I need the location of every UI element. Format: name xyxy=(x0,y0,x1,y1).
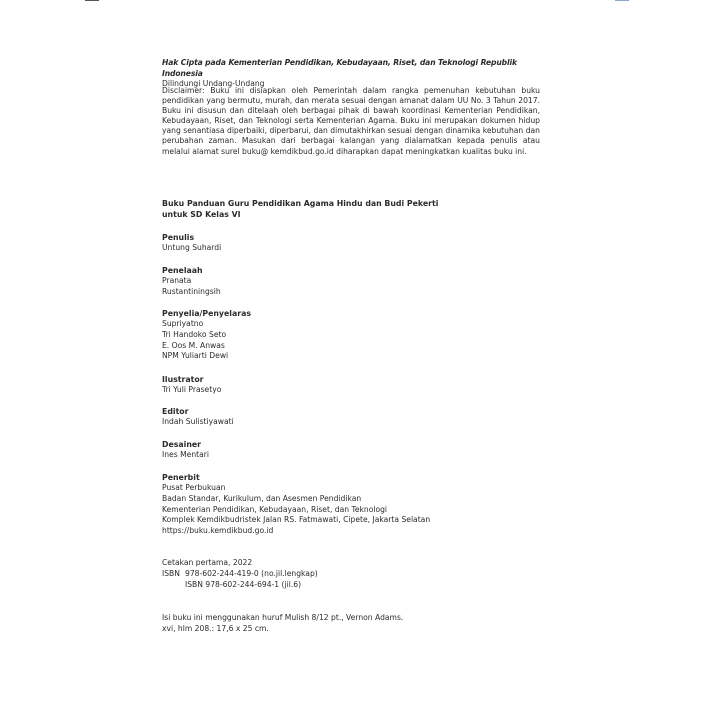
section-line: Tri Yuli Prasetyo xyxy=(162,385,222,394)
copyright-title: Hak Cipta pada Kementerian Pendidikan, Kebudayaan, Riset, dan Teknologi Republik Indonesia xyxy=(162,58,517,78)
crop-mark-left xyxy=(85,0,99,1)
disclaimer-text: Disclaimer: Buku ini disiapkan oleh Pemerintah dalam rangka pemenuhan kebutuhan buku pendidikan yang bermutu, murah, dan merata sesuai dengan amanat dalam UU No. 3 Tahun 2017. Buku ini disusun dan ditelaah oleh berbagai pihak di bawah koordinasi Kementerian Pendidikan, Kebudayaan, Riset, dan Teknologi serta Kementerian Agama. Buku ini merupakan dokumen hidup yang senantiasa diperbaiki, diperbarui, dan dimutakhirkan sesuai dengan dinamika kebutuhan dan perubahan zaman. Masukan dari berbagai kalangan yang dialamatkan kepada penulis atau melalui alamat surel buku@ kemdikbud.go.id diharapkan dapat meningkatkan kualitas buku ini. xyxy=(162,86,540,156)
section-line: Supriyatno xyxy=(162,319,204,328)
isbn-spacer xyxy=(162,580,185,591)
size-note: xvi, hlm 208.: 17,6 x 25 cm. xyxy=(162,623,269,633)
isbn-row xyxy=(162,569,540,580)
section-line: E. Oos M. Anwas xyxy=(162,340,225,350)
isbn-label: ISBN xyxy=(162,568,180,578)
copyright-protected: Dilindungi Undang-Undang xyxy=(162,79,265,88)
book-title xyxy=(162,199,540,220)
publication-info xyxy=(162,558,540,590)
section-label: Penerbit xyxy=(162,473,200,482)
section-desainer xyxy=(162,439,540,461)
section-line: Komplek Kemdikbudristek Jalan RS. Fatmawati, Cipete, Jakarta Selatan xyxy=(162,515,431,525)
section-label: Ilustrator xyxy=(162,375,204,384)
section-line: Ines Mentari xyxy=(162,450,209,459)
isbn-row-vol xyxy=(162,580,540,591)
section-penerbit xyxy=(162,472,540,537)
section-line: Rustantiningsih xyxy=(162,286,221,296)
book-title-line-1: Buku Panduan Guru Pendidikan Agama Hindu dan Budi Pekerti xyxy=(162,199,439,208)
isbn-vol: ISBN 978-602-244-694-1 (jil.6) xyxy=(185,579,302,589)
section-line: Tri Handoko Seto xyxy=(162,329,227,339)
section-editor xyxy=(162,406,540,428)
colophon xyxy=(162,613,540,635)
section-line: Kementerian Pendidikan, Kebudayaan, Riset, dan Teknologi xyxy=(162,504,388,514)
section-label: Penelaah xyxy=(162,266,203,275)
section-line: Badan Standar, Kurikulum, dan Asesmen Pendidikan xyxy=(162,493,362,503)
copyright-block xyxy=(162,58,540,90)
section-line: Pusat Perbukuan xyxy=(162,483,226,492)
edition-text: Cetakan pertama, 2022 xyxy=(162,558,253,567)
section-line: Indah Sulistiyawati xyxy=(162,417,234,426)
section-ilustrator xyxy=(162,374,540,396)
section-penelaah xyxy=(162,265,540,298)
section-label: Editor xyxy=(162,407,189,416)
section-label: Desainer xyxy=(162,440,202,449)
section-penulis xyxy=(162,232,540,254)
section-penyelia xyxy=(162,308,540,362)
book-title-line-2: untuk SD Kelas VI xyxy=(162,209,241,219)
crop-mark-right xyxy=(615,0,629,1)
font-note: Isi buku ini menggunakan huruf Mulish 8/12 pt., Vernon Adams. xyxy=(162,613,404,622)
section-line: Pranata xyxy=(162,276,192,285)
section-label: Penulis xyxy=(162,233,195,242)
isbn-full: 978-602-244-419-0 (no.jil.lengkap) xyxy=(185,568,318,578)
section-label: Penyelia/Penyelaras xyxy=(162,309,251,318)
section-line: NPM Yuliarti Dewi xyxy=(162,351,229,361)
publisher-url: https://buku.kemdikbud.go.id xyxy=(162,526,274,536)
section-line: Untung Suhardi xyxy=(162,243,222,252)
